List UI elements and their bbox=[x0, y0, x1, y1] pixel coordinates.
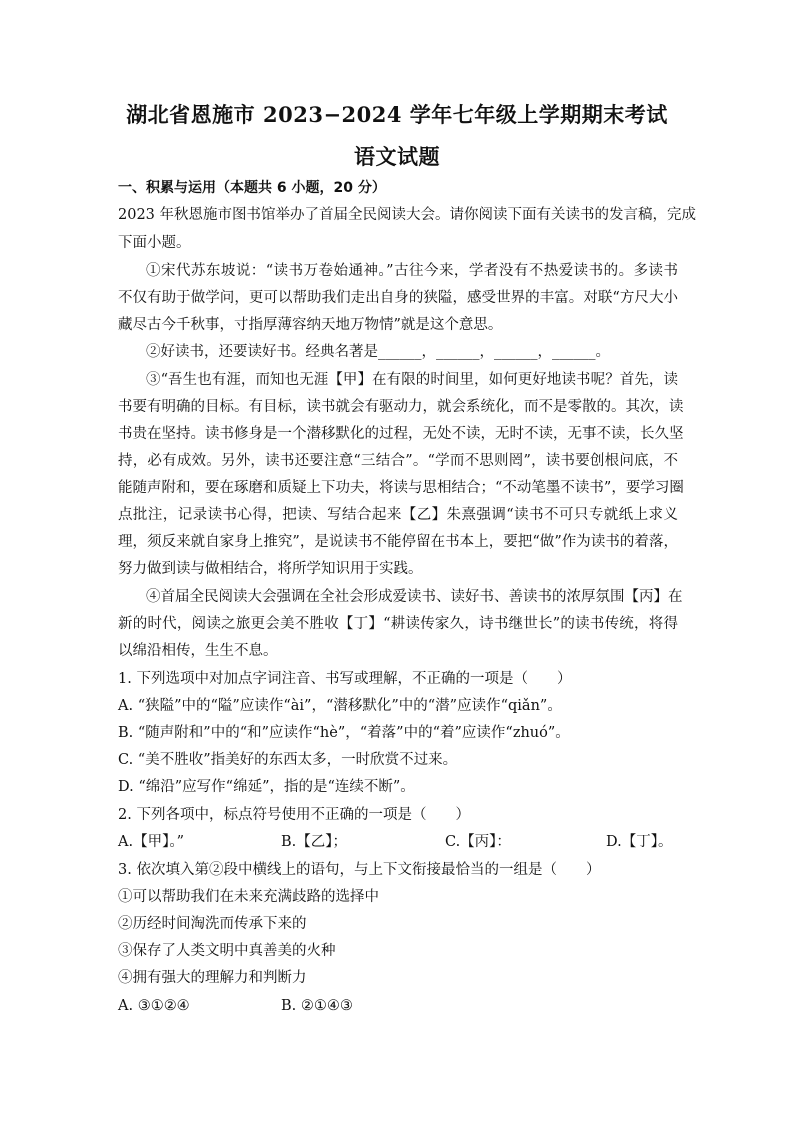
question-3-option-b: B. ②①④③ bbox=[281, 998, 353, 1014]
question-1-option-c: C. “美不胜收”指美好的东西太多，一时欣赏不过来。 bbox=[118, 752, 458, 768]
paragraph-4-line: 以绵沿相传，生生不息。 bbox=[118, 643, 278, 659]
paragraph-4-line: ④首届全民阅读大会强调在全社会形成爱读书、读好书、善读书的浓厚氛围【丙】在 bbox=[146, 589, 683, 605]
question-2-option-d: D.【丁】。 bbox=[606, 834, 673, 850]
question-3-option-a: A. ③①②④ bbox=[118, 998, 190, 1014]
question-3-stem: 3. 依次填入第②段中横线上的语句，与上下文衔接最恰当的一组是（ ） bbox=[118, 862, 601, 878]
paragraph-3-line: 书贵在坚持。读书修身是一个潜移默化的过程，无处不读，无时不读，无事不读，长久坚 bbox=[118, 426, 684, 442]
section-heading: 一、积累与运用（本题共 6 小题，20 分） bbox=[118, 180, 386, 196]
question-3-item: ④拥有强大的理解力和判断力 bbox=[118, 970, 307, 986]
intro-line: 下面小题。 bbox=[118, 235, 191, 251]
paragraph-1-line: 藏尽古今千秋事，寸指厚薄容纳天地万物情”就是这个意思。 bbox=[118, 317, 503, 333]
paragraph-3-line: 能随声附和，要在琢磨和质疑上下功夫，将读与思相结合；“不动笔墨不读书”，要学习圈 bbox=[118, 480, 684, 496]
question-2-stem: 2. 下列各项中，标点符号使用不正确的一项是（ ） bbox=[118, 807, 470, 823]
question-3-item: ②历经时间淘洗而传承下来的 bbox=[118, 916, 307, 932]
question-2-option-a: A.【甲】。” bbox=[118, 834, 184, 850]
paragraph-3-line: 点批注，记录读书心得，把读、写结合起来【乙】朱熹强调“读书不可只专就纸上求义 bbox=[118, 507, 678, 523]
paragraph-3-line: ③“吾生也有涯，而知也无涯【甲】在有限的时间里，如何更好地读书呢？首先，读 bbox=[146, 372, 678, 388]
question-1-stem: 1. 下列选项中对加点字词注音、书写或理解，不正确的一项是（ ） bbox=[118, 671, 572, 687]
paragraph-3-line: 书要有明确的目标。有目标，读书就会有驱动力，就会系统化，而不是零散的。其次，读 bbox=[118, 399, 684, 415]
question-3-item: ③保存了人类文明中真善美的火种 bbox=[118, 943, 336, 959]
exam-subtitle: 语文试题 bbox=[354, 144, 440, 169]
paragraph-1-line: ①宋代苏东坡说：“读书万卷始通神。”古往今来，学者没有不热爱读书的。多读书 bbox=[146, 263, 678, 279]
paragraph-4-line: 新的时代，阅读之旅更会美不胜收【丁】“耕读传家久，诗书继世长”的读书传统，将得 bbox=[118, 616, 678, 632]
paragraph-1-line: 不仅有助于做学问，更可以帮助我们走出自身的狭隘，感受世界的丰富。对联“方尺大小 bbox=[118, 290, 678, 306]
question-2-option-c: C.【丙】： bbox=[445, 834, 511, 850]
intro-line: 2023 年秋恩施市图书馆举办了首届全民阅读大会。请你阅读下面有关读书的发言稿，完成 bbox=[118, 207, 697, 223]
paragraph-3-line: 努力做到读与做相结合，将所学知识用于实践。 bbox=[118, 561, 423, 577]
paragraph-2-line: ②好读书，还要读好书。经典名著是______，______，______，______。 bbox=[146, 344, 610, 360]
exam-title: 湖北省恩施市 2023−2024 学年七年级上学期期末考试 bbox=[126, 102, 668, 127]
question-1-option-b: B. “随声附和”中的“和”应读作“hè”，“着落”中的“着”应读作“zhuó”。 bbox=[118, 725, 570, 741]
question-2-option-b: B.【乙】； bbox=[281, 834, 348, 850]
question-1-option-a: A. “狭隘”中的“隘”应读作“ài”，“潜移默化”中的“潜”应读作“qiǎn”。 bbox=[118, 698, 562, 714]
paragraph-3-line: 持，必有成效。另外，读书还要注意“三结合”。“学而不思则罔”，读书要创根问底，不 bbox=[118, 453, 678, 469]
question-1-option-d: D. “绵沿”应写作“绵延”，指的是“连续不断”。 bbox=[118, 779, 415, 795]
paragraph-3-line: 理，须反来就自家身上推究”，是说读书不能停留在书本上，要把“做”作为读书的着落， bbox=[118, 534, 678, 550]
question-3-item: ①可以帮助我们在未来充满歧路的选择中 bbox=[118, 889, 379, 905]
